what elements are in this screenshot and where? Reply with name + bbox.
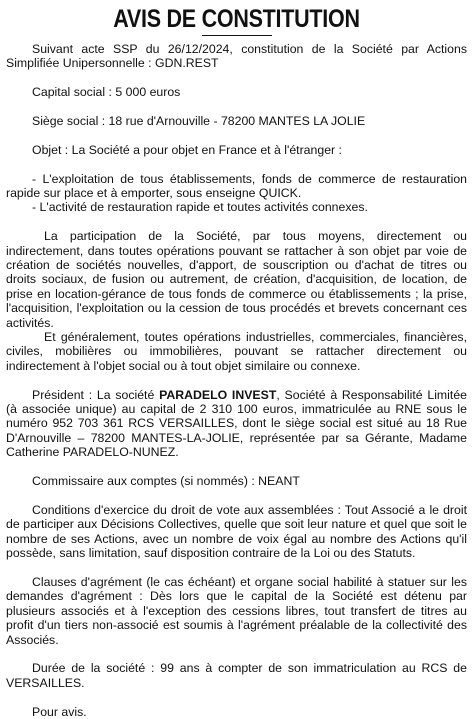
commissaire-paragraph: Commissaire aux comptes (si nommés) : NEANT [32,474,300,489]
objet-item-2: - L'activité de restauration rapide et toutes activités connexes. [32,200,368,215]
president-prefix: Président : La société [32,387,160,402]
closing-paragraph: Pour avis. [32,704,87,719]
objet-intro-paragraph: Objet : La Société a pour objet en France et à l'étranger : [32,142,342,157]
generalement-paragraph: Et généralement, toutes opérations industrielles, commerciales, financières, civiles, mobilières ou immobilières, pouvant se rattacher directement ou indirectement à l'objet social ou à tout objet similaire ou connexe. [6,330,467,373]
president-company-name: PARADELO INVEST [159,387,277,402]
capital-paragraph: Capital social : 5 000 euros [32,85,181,100]
clauses-paragraph: Clauses d'agrément (le cas échéant) et organe social habilité à statuer sur les demandes d'agrément : Dès lors que le capital de la Société est détenu par plusieurs associés et à l'exception des cessions libres, tout transfert de titres au profit d'un tiers non-associé est soumis à l'agrément préalable de la collectivité des Associés. [6,574,467,647]
intro-paragraph: Suivant acte SSP du 26/12/2024, constitution de la Société par Actions Simplifiée Unipersonnelle : GDN.REST [6,42,467,71]
conditions-paragraph: Conditions d'exercice du droit de vote aux assemblées : Tout Associé a le droit de participer aux Décisions Collectives, quelle que soit leur nature et quel que soit le nombre de ses Actions, avec un nombre de voix égal au nombre des Actions qu'il possède, sans limitation, sauf disposition contraire de la Loi ou des Statuts. [6,502,467,561]
notice-body [6,42,467,719]
duree-paragraph: Durée de la société : 99 ans à compter de son immatriculation au RCS de VERSAILLES. [6,661,467,690]
title-underline [202,35,272,36]
siege-paragraph: Siège social : 18 rue d'Arnouville - 78200 MANTES LA JOLIE [32,114,366,128]
participation-paragraph: La participation de la Société, par tous moyens, directement ou indirectement, dans toutes opérations pouvant se rattacher à son objet par voie de création de sociétés nouvelles, d'apport, de souscription ou d'achat de titres ou droits sociaux, de fusion ou autrement, de création, d'acquisition, de location, de prise en location-gérance de tous fonds de commerce ou établissements ; la prise, l'acquisition, l'exploitation ou la cession de tous procédés et brevets concernant ces activités. [6,229,467,330]
president-details: , Société à Responsabilité Limitée (à associée unique) au capital de 2 310 100 euros, immatriculée au RNE sous le numéro 952 703 361 RCS VERSAILLES, dont le siège social est situé au 18 Rue D'Arnouville – 78200 MANTES-LA-JOLIE, représentée par sa Gérante, Madame Catherine PARADELO-NUNEZ. [6,387,467,460]
notice-title: AVIS DE CONSTITUTION [113,5,360,33]
president-paragraph [6,388,467,460]
objet-item-1: - L'exploitation de tous établissements, fonds de commerce de restauration rapide sur place et à emporter, sous enseigne QUICK. [6,171,467,200]
